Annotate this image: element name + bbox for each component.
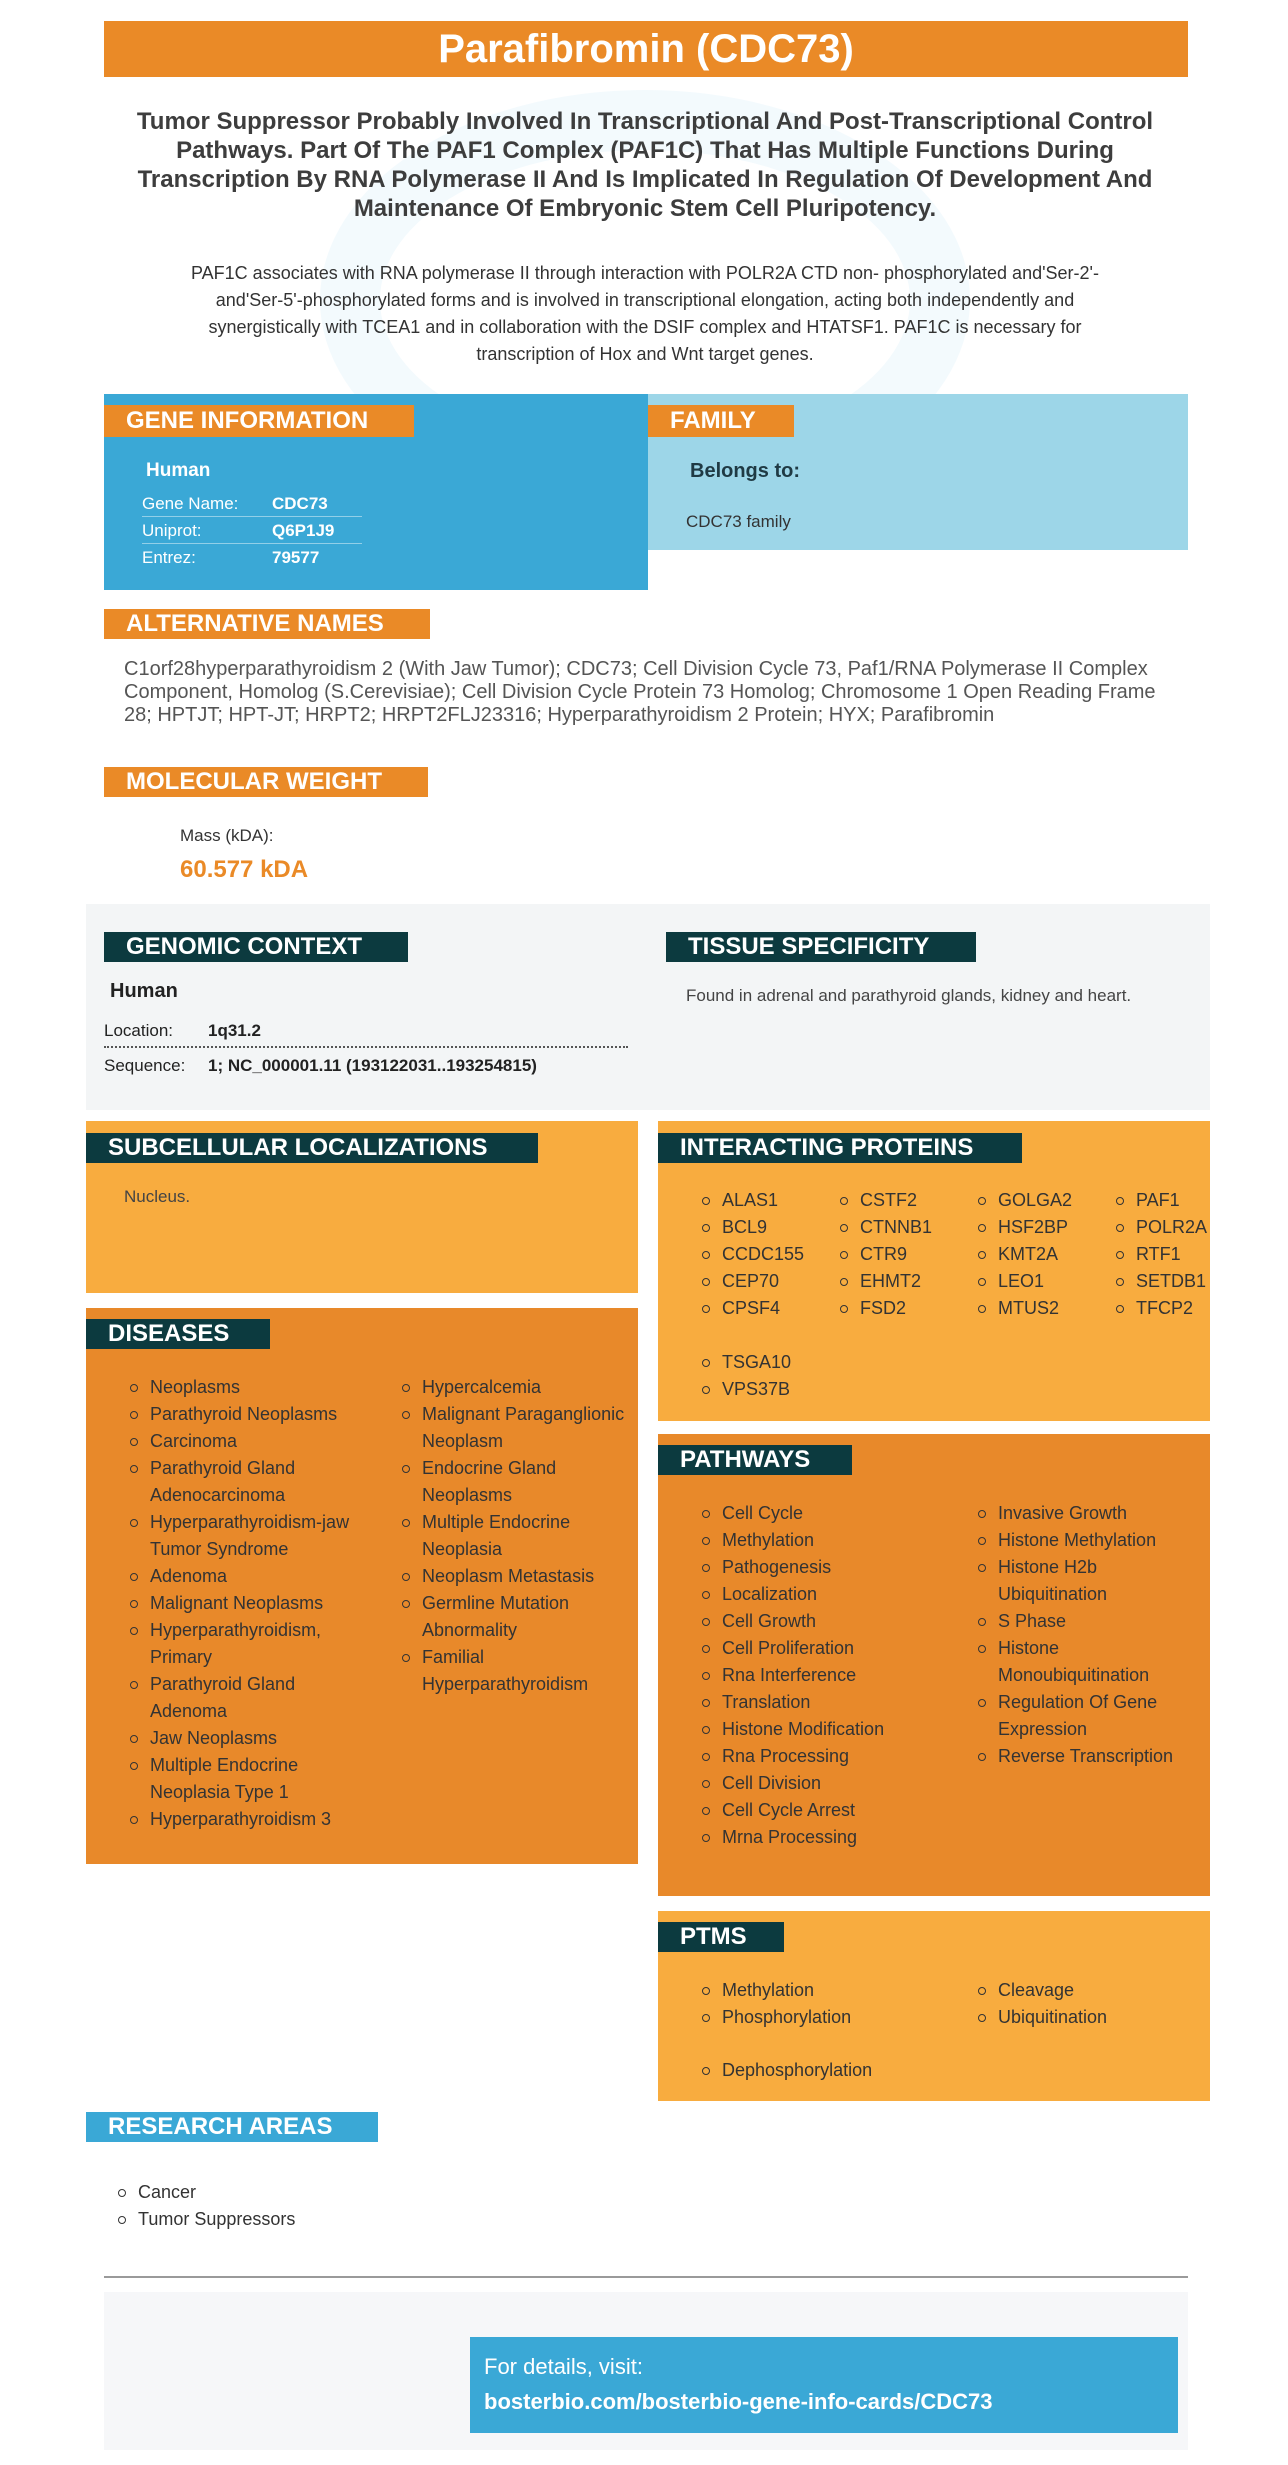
research-areas-list [116,2179,295,2233]
pathway-item: Cell Cycle Arrest [700,1797,950,1824]
disease-item: Parathyroid Gland Adenoma [128,1671,368,1725]
gene-name-row [142,490,362,517]
pathway-item: Cell Division [700,1770,950,1797]
tissue-specificity-label: TISSUE SPECIFICITY [666,932,976,962]
ptms-column-2 [976,1977,1107,2031]
disease-item: Multiple Endocrine Neoplasia Type 1 [128,1752,368,1806]
interacting-proteins-column-2 [838,1187,932,1322]
disease-item: Hyperparathyroidism-jaw Tumor Syndrome [128,1509,368,1563]
location-row [104,1014,628,1048]
protein-item: HSF2BP [976,1214,1072,1241]
ptm-item: Methylation [700,1977,851,2004]
disease-item: Neoplasms [128,1374,368,1401]
protein-item: BCL9 [700,1214,804,1241]
pathways-panel [658,1434,1210,1896]
disease-item: Adenoma [128,1563,368,1590]
diseases-column-2 [400,1374,630,1698]
gene-name-key: Gene Name: [142,494,239,513]
pathway-item: Histone Monoubiquitination [976,1635,1196,1689]
family-label: FAMILY [648,405,794,437]
protein-item: EHMT2 [838,1268,932,1295]
uniprot-row [142,517,362,544]
subcellular-panel [86,1121,638,1293]
details-url-link[interactable]: bosterbio.com/bosterbio-gene-info-cards/CDC73 [484,2389,993,2414]
ptms-label: PTMS [658,1922,784,1952]
gene-name-value: CDC73 [272,494,328,513]
disease-item: Multiple Endocrine Neoplasia [400,1509,630,1563]
pathway-item: Pathogenesis [700,1554,950,1581]
pathway-item: Mrna Processing [700,1824,950,1851]
pathway-item: Rna Interference [700,1662,950,1689]
molecular-weight-label: MOLECULAR WEIGHT [104,767,428,797]
tissue-specificity-text: Found in adrenal and parathyroid glands, kidney and heart. [686,986,1132,1005]
sequence-value: 1; NC_000001.11 (193122031..193254815) [208,1056,537,1075]
mass-value: 60.577 kDA [180,856,309,883]
protein-item: CSTF2 [838,1187,932,1214]
research-area-item: Cancer [116,2179,295,2206]
pathway-item: Cell Growth [700,1608,950,1635]
protein-item: MTUS2 [976,1295,1072,1322]
disease-item: Germline Mutation Abnormality [400,1590,630,1644]
subcellular-label: SUBCELLULAR LOCALIZATIONS [86,1133,538,1163]
pathways-column-1 [700,1500,950,1851]
protein-item: SETDB1 [1114,1268,1207,1295]
protein-item: KMT2A [976,1241,1072,1268]
ptm-item: Phosphorylation [700,2004,851,2031]
family-panel [648,394,1188,550]
protein-item: GOLGA2 [976,1187,1072,1214]
ptm-item: Cleavage [976,1977,1107,2004]
pathway-item: Localization [700,1581,950,1608]
protein-item: CPSF4 [700,1295,804,1322]
protein-item: ALAS1 [700,1187,804,1214]
alternative-names-label: ALTERNATIVE NAMES [104,609,430,639]
diseases-label: DISEASES [86,1319,270,1349]
pathway-item: Histone Methylation [976,1527,1196,1554]
sequence-row [104,1049,628,1083]
uniprot-key: Uniprot: [142,521,202,540]
interacting-proteins-column-1 [700,1187,804,1322]
protein-item: TSGA10 [700,1349,791,1376]
pathway-item: Translation [700,1689,950,1716]
page-title: Parafibromin (CDC73) [104,21,1188,77]
pathway-item: Methylation [700,1527,950,1554]
diseases-panel [86,1308,638,1864]
ptms-panel [658,1911,1210,2101]
disease-item: Neoplasm Metastasis [400,1563,630,1590]
protein-item: PAF1 [1114,1187,1207,1214]
disease-item: Malignant Neoplasms [128,1590,368,1617]
pathway-item: Regulation Of Gene Expression [976,1689,1196,1743]
disease-item: Hypercalcemia [400,1374,630,1401]
interacting-proteins-label: INTERACTING PROTEINS [658,1133,1022,1163]
alternative-names-text: C1orf28hyperparathyroidism 2 (With Jaw Tumor); CDC73; Cell Division Cycle 73, Paf1/RNA Polymerase II Complex Component, Homolog (S.Cerevisiae); Cell Division Cycle Protein 73 Homolog; Chromosome 1 Open Reading Frame 28; HPTJT; HPT-JT; HRPT2; HRPT2FLJ23316; Hyperparathyroidism 2 Protein; HYX; Parafibromin [124,658,1156,726]
disease-item: Familial Hyperparathyroidism [400,1644,630,1698]
genomic-context-label: GENOMIC CONTEXT [104,932,408,962]
disease-item: Hyperparathyroidism 3 [128,1806,368,1833]
interacting-proteins-column-4 [1114,1187,1207,1322]
disease-item: Endocrine Gland Neoplasms [400,1455,630,1509]
location-value: 1q31.2 [208,1021,261,1040]
pathway-item: Invasive Growth [976,1500,1196,1527]
protein-item: FSD2 [838,1295,932,1322]
gene-information-label: GENE INFORMATION [104,405,414,437]
family-value: CDC73 family [686,512,791,531]
entrez-key: Entrez: [142,548,196,567]
research-area-item: Tumor Suppressors [116,2206,295,2233]
pathway-item: S Phase [976,1608,1196,1635]
protein-item: LEO1 [976,1268,1072,1295]
research-areas-label: RESEARCH AREAS [86,2112,378,2142]
pathway-item: Cell Cycle [700,1500,950,1527]
mass-label: Mass (kDA): [180,826,274,845]
protein-item: CCDC155 [700,1241,804,1268]
ptm-item: Dephosphorylation [700,2057,872,2084]
disease-item: Carcinoma [128,1428,368,1455]
disease-item: Parathyroid Neoplasms [128,1401,368,1428]
disease-item: Parathyroid Gland Adenocarcinoma [128,1455,368,1509]
location-key: Location: [104,1021,173,1040]
pathway-item: Cell Proliferation [700,1635,950,1662]
disease-item: Hyperparathyroidism, Primary [128,1617,368,1671]
sequence-key: Sequence: [104,1056,186,1075]
disease-item: Malignant Paraganglionic Neoplasm [400,1401,630,1455]
interacting-proteins-panel [658,1121,1210,1421]
details-link-box[interactable] [470,2337,1178,2433]
pathway-item: Histone Modification [700,1716,950,1743]
ptm-item: Ubiquitination [976,2004,1107,2031]
family-belongs-label: Belongs to: [690,460,800,482]
protein-item: POLR2A [1114,1214,1207,1241]
diseases-column-1 [128,1374,368,1833]
details-prompt: For details, visit: [484,2354,643,2379]
ptms-extra [700,2057,872,2084]
disease-item: Jaw Neoplasms [128,1725,368,1752]
uniprot-value: Q6P1J9 [272,521,335,540]
protein-item: TFCP2 [1114,1295,1207,1322]
entrez-value: 79577 [272,548,320,567]
interacting-proteins-extra [700,1349,791,1403]
gene-information-panel [104,394,648,590]
protein-item: RTF1 [1114,1241,1207,1268]
pathways-label: PATHWAYS [658,1445,852,1475]
protein-item: CEP70 [700,1268,804,1295]
gene-species: Human [146,460,211,481]
pathway-item: Rna Processing [700,1743,950,1770]
ptms-column-1 [700,1977,851,2031]
function-summary: PAF1C associates with RNA polymerase II through interaction with POLR2A CTD non- phosphorylated and'Ser-2'- and'Ser-5'-phosphorylated forms and is involved in transcriptional elongation, acting both independently and synergistically with TCEA1 and in collaboration with the DSIF complex and HTATSF1. PAF1C is necessary for transcription of Hox and Wnt target genes. [191,263,1099,364]
pathway-item: Reverse Transcription [976,1743,1196,1770]
protein-item: CTNNB1 [838,1214,932,1241]
genomic-species: Human [110,980,178,1002]
pathway-item: Histone H2b Ubiquitination [976,1554,1196,1608]
subcellular-text: Nucleus. [124,1187,191,1206]
entrez-row [142,544,362,571]
protein-item: VPS37B [700,1376,791,1403]
pathways-column-2 [976,1500,1196,1770]
protein-item: CTR9 [838,1241,932,1268]
footer-divider [104,2276,1188,2278]
interacting-proteins-column-3 [976,1187,1072,1322]
function-headline: Tumor Suppressor Probably Involved In Transcriptional And Post-Transcriptional Control Pathways. Part Of The PAF1 Complex (PAF1C) That Has Multiple Functions During Transcription By RNA Polymerase II And Is Implicated In Regulation Of Development And Maintenance Of Embryonic Stem Cell Pluripotency. [136,108,1154,222]
